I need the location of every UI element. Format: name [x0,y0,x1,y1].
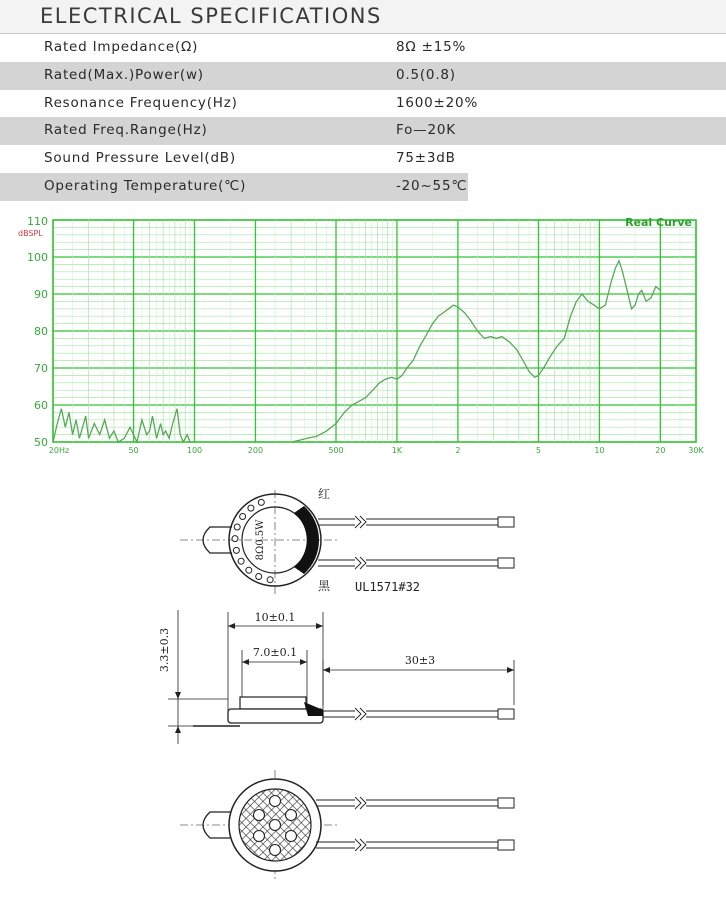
spec-value: 0.5(0.8) [396,66,456,83]
chart-title: Real Curve [625,216,692,229]
x-tick-label: 50 [128,446,139,455]
dimension-drawing [0,470,726,900]
x-tick-label: 10 [594,446,605,455]
spec-row [0,90,726,118]
x-tick-label: 2 [455,446,461,455]
dim-outer-diameter: 10±0.1 [254,611,296,624]
chart-grid [53,220,696,442]
vent-hole [286,810,297,821]
mounting-hole [233,547,239,553]
frequency-response-chart [0,206,726,464]
spec-table [0,34,726,201]
y-tick-label: 80 [34,325,48,338]
vent-hole [270,845,281,856]
mounting-hole [232,536,238,542]
y-tick-label: 50 [34,436,48,449]
spec-row [0,145,726,173]
wire-red-label: 红 [318,487,331,501]
mounting-hole [238,558,244,564]
x-tick-label: 1K [391,446,403,455]
dim-height: 3.3±0.3 [158,627,171,673]
spec-label: Rated Freq.Range(Hz) [44,122,208,139]
spec-value: 1600±20% [396,94,479,111]
vent-hole [270,796,281,807]
mounting-hole [258,499,264,505]
vent-hole [254,810,265,821]
rear-view [180,770,514,880]
y-tick-label: 100 [27,251,48,264]
spec-label: Resonance Frequency(Hz) [44,94,238,111]
mounting-hole [267,577,273,583]
dim-wire-length: 30±3 [404,654,436,667]
x-tick-label: 20Hz [48,446,70,455]
front-view [180,487,514,595]
spec-row [0,173,468,201]
spec-label: Operating Temperature(℃) [44,177,247,194]
x-tick-label: 5 [535,446,542,455]
x-tick-label: 100 [186,446,203,455]
spec-value: 8Ω ±15% [396,39,467,55]
spec-row [0,117,726,145]
x-tick-label: 200 [247,446,264,455]
spec-label: Rated(Max.)Power(w) [44,66,204,83]
dim-inner-diameter: 7.0±0.1 [252,646,298,659]
spec-label: Rated Impedance(Ω) [44,39,199,55]
spec-row [0,62,726,90]
x-tick-label: 30K [688,446,704,455]
face-marking: 8Ω0.5W [255,519,266,561]
spec-header [0,0,726,34]
mounting-hole [234,524,240,530]
y-tick-label: 90 [34,288,48,301]
y-tick-label: 110 [27,215,48,228]
x-tick-label: 500 [328,446,344,455]
y-tick-label: 70 [34,362,48,375]
spec-title: ELECTRICAL SPECIFICATIONS [40,4,382,28]
mounting-hole [240,514,246,520]
side-view [158,610,514,744]
vent-hole [254,831,265,842]
mounting-hole [248,505,254,511]
vent-hole [270,820,281,831]
mounting-hole [256,574,262,580]
spec-row [0,34,726,62]
y-tick-label: 60 [34,399,48,412]
mounting-hole [246,567,252,573]
chart-ylabel: dBSPL [18,229,43,238]
spec-value: -20~55℃ [396,177,468,194]
wire-black-label: 黑 [318,579,331,593]
vent-hole [286,831,297,842]
spec-value: 75±3dB [396,150,456,167]
x-tick-label: 20 [655,446,666,455]
cable-label: UL1571#32 [355,580,421,594]
spec-label: Sound Pressure Level(dB) [44,150,236,167]
spec-value: Fo—20K [396,122,456,139]
